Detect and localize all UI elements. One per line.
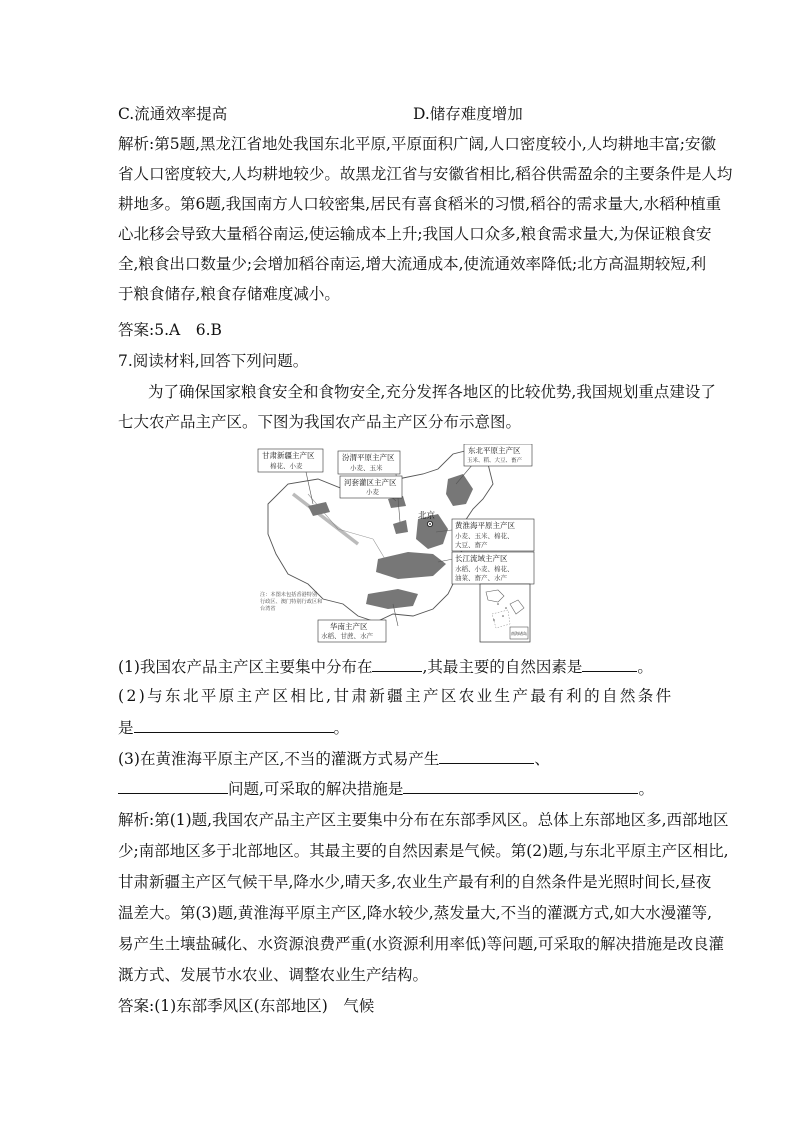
answer-2: 答案:(1)东部季风区(东部地区) 气候 [118,997,375,1015]
svg-text:黄淮海平原主产区: 黄淮海平原主产区 [455,521,515,530]
svg-text:小麦: 小麦 [366,489,379,496]
explanation-2-line: 温差大。第(3)题,黄淮海平原主产区,降水较少,蒸发量大,不当的灌溉方式,如大水漫灌等, [118,904,713,922]
explanation-2-line: 易产生土壤盐碱化、水资源浪费严重(水资源利用率低)等问题,可采取的解决措施是改良灌 [118,935,725,953]
sub2-blank-condition[interactable] [134,716,334,733]
sub1-blank-region[interactable] [372,655,422,672]
explanation-1-line: 解析:第5题,黑龙江省地处我国东北平原,平原面积广阔,人口密度较小,人均耕地丰富;安徽 [118,135,717,153]
question-7-stem: 7.阅读材料,回答下列问题。 [118,352,309,370]
sub3-text-b: 、 [534,750,550,768]
explanation-2-line: 甘肃新疆主产区气候干旱,降水少,晴天多,农业生产最有利的自然条件是光照时间长,昼夜 [118,873,712,891]
sub3-blank-solution[interactable] [403,777,638,794]
svg-text:华南主产区: 华南主产区 [330,622,368,631]
explanation-2-line: 解析:第(1)题,我国农产品主产区主要集中分布在东部季风区。总体上东部地区多,西部地区 [118,811,729,829]
sub3-text-a: (3)在黄淮海平原主产区,不当的灌溉方式易产生 [118,750,440,768]
svg-text:小麦、玉米、棉花、: 小麦、玉米、棉花、 [455,533,514,540]
explanation-1-line: 省人口密度较大,人均耕地较少。故黑龙江省与安徽省相比,稻谷供需盈余的主要条件是人均 [118,165,733,183]
sub3-text-c: 问题,可采取的解决措施是 [228,780,404,798]
svg-text:河套灌区主产区: 河套灌区主产区 [344,478,397,487]
question-7-sub3 [118,747,550,769]
explanation-2-line: 少;南部地区多于北部地区。其最主要的自然因素是气候。第(2)题,与东北平原主产区相比, [118,842,729,860]
svg-text:行政区、澳门特别行政区和: 行政区、澳门特别行政区和 [260,599,323,605]
option-c [118,104,523,124]
map-note [260,590,322,612]
svg-text:玉米、稻、大豆、畜产: 玉米、稻、大豆、畜产 [467,458,523,464]
sub3-blank-problem1[interactable] [439,747,534,764]
svg-text:甘肃新疆主产区: 甘肃新疆主产区 [262,451,315,460]
question-7-sub3-cont [118,777,654,799]
hetao-label [340,476,402,498]
question-7-material: 七大农产品主产区。下图为我国农产品主产区分布示意图。 [118,413,522,431]
agricultural-zones-map [248,444,545,644]
svg-text:南海诸岛: 南海诸岛 [511,631,527,636]
sub2-text-b: 。 [333,719,350,737]
svg-text:汾渭平原主产区: 汾渭平原主产区 [342,453,395,462]
south-china-label [318,620,386,642]
sub3-blank-problem2[interactable] [118,777,228,794]
svg-text:大豆、畜产: 大豆、畜产 [455,542,488,549]
answer-1: 答案:5.A 6.B [118,321,222,339]
svg-text:水稻、小麦、棉花、: 水稻、小麦、棉花、 [455,566,514,573]
svg-text:油菜、畜产、水产: 油菜、畜产、水产 [455,575,507,582]
svg-text:东北平原主产区: 东北平原主产区 [468,446,521,455]
svg-text:小麦、玉米: 小麦、玉米 [350,465,383,472]
changjiang-label [452,552,534,584]
option-c-text: C.流通效率提高 [118,105,228,123]
svg-text:注：本图未包括香港特别: 注：本图未包括香港特别 [260,592,318,598]
sub1-text-b: ,其最主要的自然因素是 [422,658,583,676]
svg-text:台湾省: 台湾省 [260,606,276,612]
explanation-1-line: 耕地多。第6题,我国南方人口较密集,居民有喜食稻米的习惯,稻谷的需求量大,水稻种植重 [118,195,722,213]
svg-text:长江流域主产区: 长江流域主产区 [455,554,508,563]
question-7-sub1 [118,655,653,677]
question-7-material: 为了确保国家粮食安全和食物安全,充分发挥各地区的比较优势,我国规划重点建设了 [148,383,716,401]
sub2-text-a: 是 [118,719,134,737]
beijing-label: 北京 [418,510,436,520]
question-7-sub2-cont [118,716,349,738]
sub1-text-a: (1)我国农产品主产区主要集中分布在 [118,658,373,676]
explanation-1-line: 全,粮食出口数量少;会增加稻谷南运,增大流通成本,使流通效率降低;北方高温期较短,利 [118,255,707,273]
fenwei-label [338,451,400,474]
south-china-sea-inset [480,584,530,642]
gansu-xinjiang-label [258,449,323,472]
huanghuai-label [452,519,534,551]
northeast-label [464,444,532,466]
explanation-2-line: 溉方式、发展节水农业、调整农业生产结构。 [118,966,429,984]
svg-text:水稻、甘蔗、水产: 水稻、甘蔗、水产 [321,633,373,640]
sub3-text-d: 。 [638,780,654,798]
question-7-sub2: (2)与东北平原主产区相比,甘肃新疆主产区农业生产最有利的自然条件 [118,687,674,705]
sub1-blank-factor[interactable] [582,655,637,672]
explanation-1-line: 于粮食储存,粮食存储难度减小。 [118,285,340,303]
option-d-text: D.储存难度增加 [413,105,523,123]
sub1-text-c: 。 [637,658,653,676]
svg-text:棉花、小麦: 棉花、小麦 [270,463,303,470]
explanation-1-line: 心北移会导致大量稻谷南运,使运输成本上升;我国人口众多,粮食需求量大,为保证粮食安 [118,225,712,243]
